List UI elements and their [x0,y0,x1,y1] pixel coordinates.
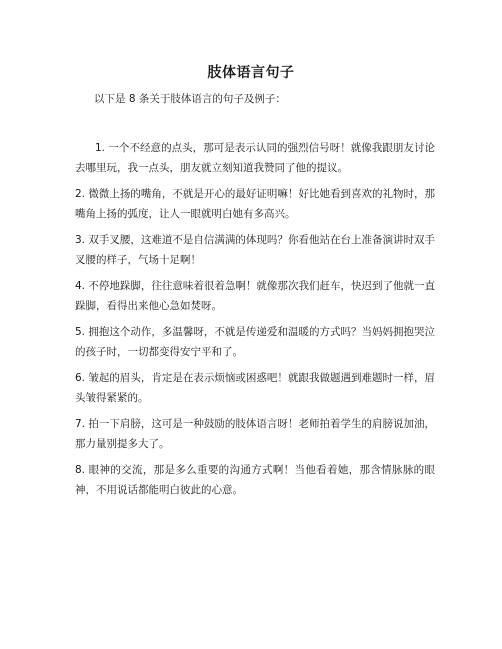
list-item: 2. 微微上扬的嘴角，不就是开心的最好证明嘛！好比她看到喜欢的礼物时，那嘴角上扬的弧度，让人一眼就明白她有多高兴。 [75,188,435,220]
list-item: 1. 一个不经意的点头，那可是表示认同的强烈信号呀！就像我跟朋友讨论去哪里玩，我一点头，朋友就立刻知道我赞同了他的提议。 [75,142,435,174]
list-item: 6. 皱起的眉头，肯定是在表示烦恼或困惑吧！就跟我做题遇到难题时一样，眉头皱得紧紧的。 [75,372,435,404]
document-intro: 以下是 8 条关于肢体语言的句子及例子： [94,93,286,105]
list-item: 3. 双手叉腰，这难道不是自信满满的体现吗？你看他站在台上准备演讲时双手叉腰的样子，气场十足啊！ [75,234,435,266]
list-item: 7. 拍一下肩膀，这可是一种鼓励的肢体语言呀！老师拍着学生的肩膀说加油，那力量别提多大了。 [75,418,435,450]
list-item: 4. 不停地跺脚，往往意味着很着急啊！就像那次我们赶车，快迟到了他就一直跺脚，看得出来他心急如焚呀。 [75,280,435,312]
list-item: 5. 拥抱这个动作，多温馨呀，不就是传递爱和温暖的方式吗？当妈妈拥抱哭泣的孩子时，一切都变得安宁平和了。 [75,326,435,358]
list-item: 8. 眼神的交流，那是多么重要的沟通方式啊！当他看着她，那含情脉脉的眼神，不用说话都能明白彼此的心意。 [75,464,435,496]
sentence-list [75,138,435,506]
document-title: 肢体语言句子 [207,65,295,81]
